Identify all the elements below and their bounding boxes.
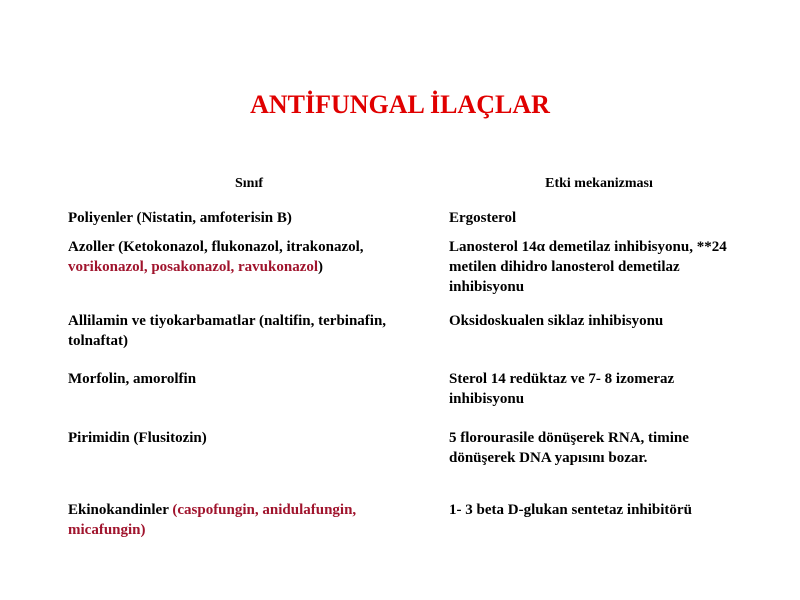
drug-class-cell xyxy=(68,237,430,277)
drug-class-cell xyxy=(68,369,430,389)
drug-class-examples: (caspofungin, anidulafungin, micafungin) xyxy=(68,502,357,538)
mechanism-cell: 1- 3 beta D-glukan sentetaz inhibitörü xyxy=(449,502,692,518)
mechanism-cell: Sterol 14 redüktaz ve 7- 8 izomeraz inhibisyonu xyxy=(449,371,675,407)
drug-class-cell xyxy=(68,208,430,228)
drug-class-cell xyxy=(68,311,430,351)
slide-title: ANTİFUNGAL İLAÇLAR xyxy=(250,90,550,119)
drug-class-suffix: ) xyxy=(318,259,324,275)
drug-class-text: Poliyenler (Nistatin, amfoterisin B) xyxy=(68,210,292,226)
drug-class-text: Morfolin, amorolfin xyxy=(68,371,197,387)
drug-class-text: Allilamin ve tiyokarbamatlar (naltifin, terbinafin, tolnaftat) xyxy=(68,313,387,349)
mechanism-cell: Ergosterol xyxy=(449,210,517,226)
mechanism-cell: Lanosterol 14α demetilaz inhibisyonu, **24 metilen dihidro lanosterol demetilaz inhibisyonu xyxy=(449,239,727,295)
drug-class-cell xyxy=(68,428,430,448)
drug-class-examples: vorikonazol, posakonazol, ravukonazol xyxy=(68,259,319,275)
header-class: Sınıf xyxy=(234,176,263,191)
drug-class-text: Pirimidin (Flusitozin) xyxy=(68,430,207,446)
mechanism-cell: 5 florourasile dönüşerek RNA, timine dönüşerek DNA yapısını bozar. xyxy=(449,430,689,466)
drug-class-text: Ekinokandinler xyxy=(68,502,169,518)
drug-class-text: Azoller (Ketokonazol, flukonazol, itrakonazol, xyxy=(68,239,364,255)
mechanism-cell: Oksidoskualen siklaz inhibisyonu xyxy=(449,313,664,329)
header-mechanism: Etki mekanizması xyxy=(545,176,653,191)
drug-class-cell xyxy=(68,500,430,540)
